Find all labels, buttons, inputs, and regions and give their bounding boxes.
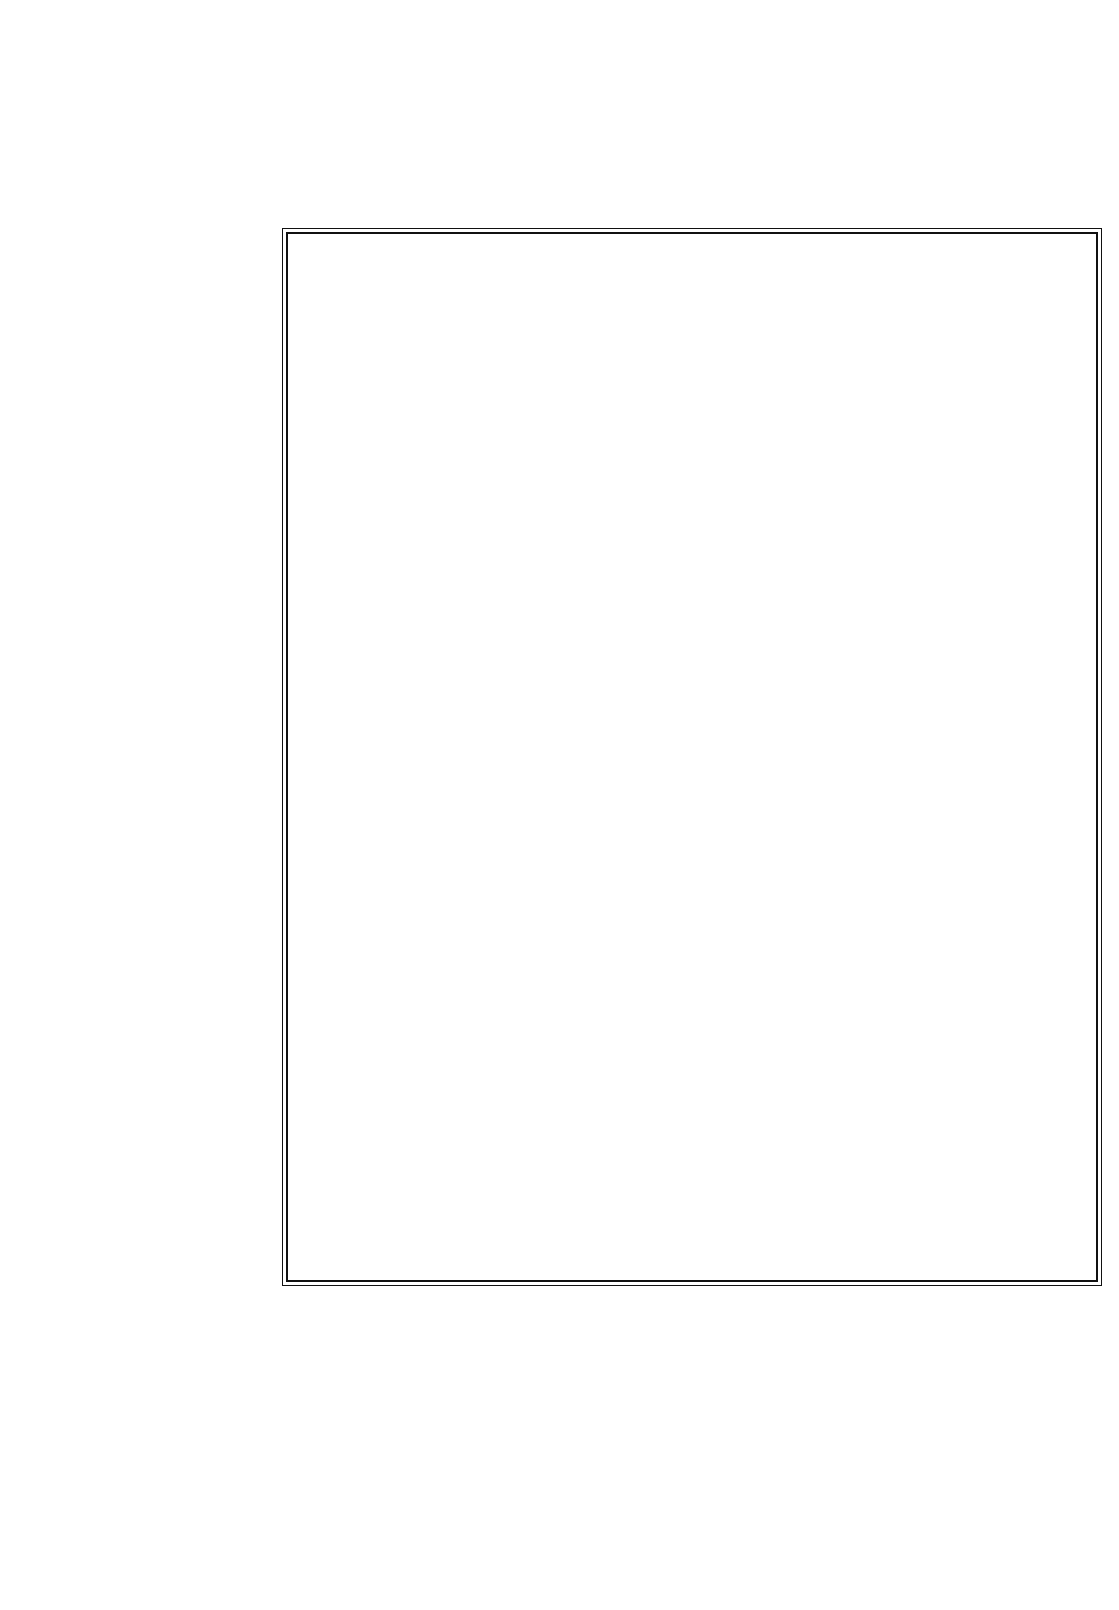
main-hadith-text (295, 241, 1089, 1273)
main-text-frame (282, 228, 1102, 1286)
